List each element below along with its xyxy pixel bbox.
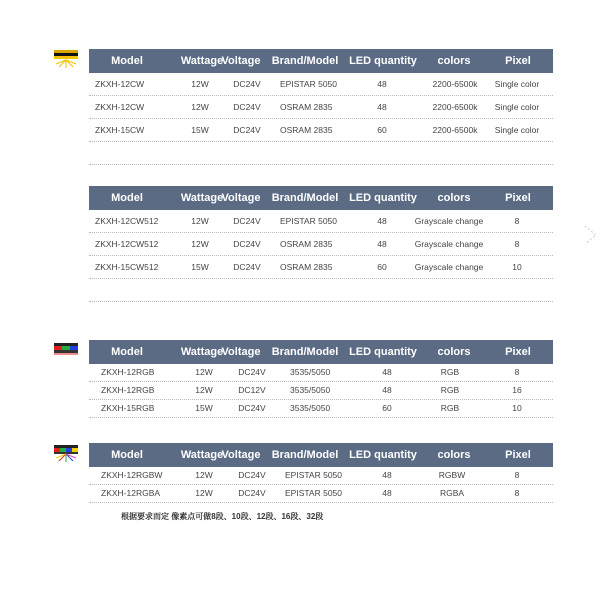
cell-led: 48 [382,385,392,395]
table-header [89,443,553,467]
cell-voltage: DC24V [238,367,266,377]
cell-wattage: 12W [195,385,213,395]
rgbw-strip-icon [54,445,78,463]
header-brand-model: Brand/Model [271,449,339,461]
cell-pixel: 8 [514,470,520,480]
cell-brand: OSRAM 2835 [280,239,333,249]
cell-pixel: 8 [514,239,520,249]
cell-led: 48 [382,470,392,480]
cell-pixel: Single color [494,102,540,112]
cell-brand: EPISTAR 5050 [285,488,343,498]
header-led-quantity: LED quantity [349,346,417,358]
cell-colors: RGBW [438,470,466,480]
table-header [89,186,553,210]
table-row [89,400,553,418]
cell-model: ZKXH-12RGB [101,385,155,395]
cell-brand: OSRAM 2835 [280,125,333,135]
cell-pixel: Single color [494,125,540,135]
header-voltage: Voltage [221,449,261,461]
cell-model: ZKXH-15CW [95,125,145,135]
header-brand-model: Brand/Model [271,55,339,67]
cell-colors: RGB [440,403,460,413]
table-single-color [89,49,553,165]
table-row [89,485,553,503]
table-header [89,340,553,364]
cell-voltage: DC24V [238,488,266,498]
header-model: Model [111,449,143,461]
header-model: Model [111,55,143,67]
cell-brand: EPISTAR 5050 [280,79,338,89]
cell-voltage: DC24V [238,403,266,413]
cell-voltage: DC24V [233,262,261,272]
cell-brand: 3535/5050 [290,367,331,377]
next-page-chevron-icon[interactable] [583,224,599,246]
header-led-quantity: LED quantity [349,449,417,461]
cell-wattage: 15W [191,262,209,272]
cell-wattage: 15W [195,403,213,413]
header-pixel: Pixel [505,346,531,358]
cell-brand: OSRAM 2835 [280,262,333,272]
header-wattage: Wattage [180,55,224,67]
cell-pixel: 10 [512,262,522,272]
header-voltage: Voltage [221,55,261,67]
cell-colors: RGBA [439,488,465,498]
cell-voltage: DC24V [233,79,261,89]
cell-brand: EPISTAR 5050 [280,216,338,226]
cell-model: ZKXH-12RGBW [101,470,163,480]
warm-white-strip-icon [54,50,78,70]
header-pixel: Pixel [505,55,531,67]
cell-brand: EPISTAR 5050 [285,470,343,480]
cell-model: ZKXH-12CW512 [95,216,159,226]
cell-pixel: 16 [512,385,522,395]
rgb-strip-icon [54,343,78,357]
header-colors: colors [437,192,471,204]
cell-wattage: 12W [191,79,209,89]
cell-wattage: 12W [195,367,213,377]
cell-voltage: DC24V [233,102,261,112]
header-model: Model [111,192,143,204]
cell-model: ZKXH-12CW [95,102,145,112]
table-row [89,364,553,382]
header-wattage: Wattage [180,192,224,204]
header-colors: colors [437,346,471,358]
header-wattage: Wattage [180,449,224,461]
table-row [89,256,553,279]
cell-brand: 3535/5050 [290,385,331,395]
cell-wattage: 12W [195,488,213,498]
cell-led: 48 [377,239,387,249]
cell-model: ZKXH-15RGB [101,403,155,413]
header-voltage: Voltage [221,192,261,204]
table-row-empty [89,279,553,302]
table-row [89,382,553,400]
cell-wattage: 12W [191,239,209,249]
cell-colors: Grayscale change [414,262,484,272]
cell-colors: Grayscale change [414,239,484,249]
table-row [89,467,553,485]
header-voltage: Voltage [221,346,261,358]
cell-pixel: 8 [514,216,520,226]
table-row [89,210,553,233]
cell-pixel: Single color [494,79,540,89]
cell-pixel: 8 [514,367,520,377]
header-colors: colors [437,449,471,461]
header-pixel: Pixel [505,449,531,461]
cell-colors: Grayscale change [414,216,484,226]
cell-colors: RGB [440,367,460,377]
table-row [89,119,553,142]
header-model: Model [111,346,143,358]
cell-colors: 2200-6500k [432,125,478,135]
header-led-quantity: LED quantity [349,192,417,204]
cell-led: 60 [377,125,387,135]
cell-voltage: DC24V [238,470,266,480]
header-brand-model: Brand/Model [271,192,339,204]
cell-brand: OSRAM 2835 [280,102,333,112]
cell-led: 60 [382,403,392,413]
cell-led: 48 [382,488,392,498]
table-grayscale [89,186,553,302]
cell-colors: RGB [440,385,460,395]
cell-voltage: DC12V [238,385,266,395]
cell-model: ZKXH-12RGBA [101,488,161,498]
cell-led: 60 [377,262,387,272]
header-brand-model: Brand/Model [271,346,339,358]
cell-led: 48 [377,102,387,112]
cell-led: 48 [382,367,392,377]
pixel-segment-note: 根据要求而定 像素点可做8段、10段、12段、16段、32段 [121,512,324,521]
cell-voltage: DC24V [233,239,261,249]
header-led-quantity: LED quantity [349,55,417,67]
table-rgbw [89,443,553,503]
cell-model: ZKXH-12CW512 [95,239,159,249]
cell-brand: 3535/5050 [290,403,331,413]
cell-colors: 2200-6500k [432,102,478,112]
cell-led: 48 [377,79,387,89]
cell-wattage: 12W [191,216,209,226]
header-colors: colors [437,55,471,67]
cell-model: ZKXH-12CW [95,79,145,89]
cell-led: 48 [377,216,387,226]
cell-voltage: DC24V [233,216,261,226]
table-rgb [89,340,553,418]
cell-wattage: 12W [195,470,213,480]
table-row-empty [89,142,553,165]
table-row [89,96,553,119]
cell-colors: 2200-6500k [432,79,478,89]
cell-model: ZKXH-12RGB [101,367,155,377]
table-row [89,233,553,256]
table-row [89,73,553,96]
header-pixel: Pixel [505,192,531,204]
cell-model: ZKXH-15CW512 [95,262,159,272]
cell-wattage: 12W [191,102,209,112]
table-header [89,49,553,73]
cell-pixel: 10 [512,403,522,413]
cell-voltage: DC24V [233,125,261,135]
cell-wattage: 15W [191,125,209,135]
cell-pixel: 8 [514,488,520,498]
header-wattage: Wattage [180,346,224,358]
